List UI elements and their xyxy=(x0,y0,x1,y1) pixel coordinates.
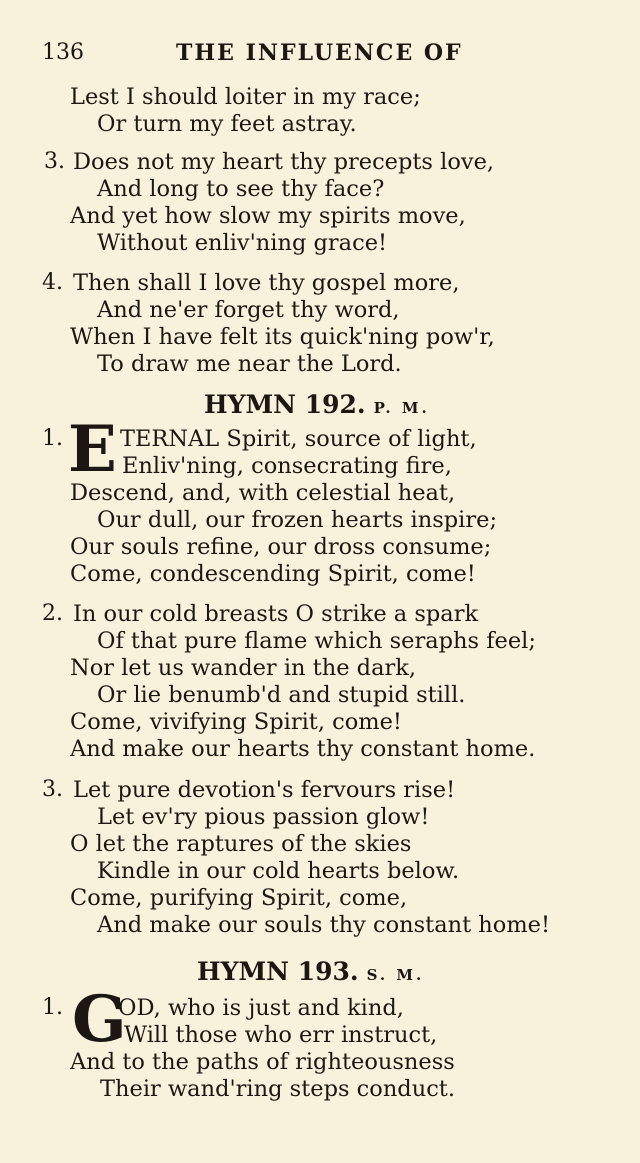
stanza-number: 1. xyxy=(42,995,63,1020)
verse-line: Of that pure flame which seraphs feel; xyxy=(97,628,536,654)
verse-line: Will those who err instruct, xyxy=(124,1022,438,1048)
page-header xyxy=(42,36,482,70)
verse-line: Does not my heart thy precepts love, xyxy=(73,149,495,175)
verse-line: Come, vivifying Spirit, come! xyxy=(70,709,402,735)
verse-line: And long to see thy face? xyxy=(97,176,385,202)
verse-line: Their wand'ring steps conduct. xyxy=(100,1076,456,1102)
verse-line: Our dull, our frozen hearts inspire; xyxy=(97,507,498,533)
verse-line: To draw me near the Lord. xyxy=(97,351,402,377)
verse-line: Or lie benumb'd and stupid still. xyxy=(97,682,466,708)
verse-line: O let the raptures of the skies xyxy=(70,831,412,857)
verse-line: TERNAL Spirit, source of light, xyxy=(120,426,477,452)
running-head: THE INFLUENCE OF xyxy=(176,40,463,66)
stanza-number: 4. xyxy=(42,270,63,295)
hymn-title-text: HYMN 192. xyxy=(204,390,366,419)
hymn-title xyxy=(197,957,424,986)
hymn-meter: S. M. xyxy=(366,966,425,984)
verse-line: Lest I should loiter in my race; xyxy=(70,84,421,110)
hymn-meter: P. M. xyxy=(373,399,430,417)
verse-line: Nor let us wander in the dark, xyxy=(70,655,417,681)
verse-line: And ne'er forget thy word, xyxy=(97,297,400,323)
stanza-number: 1. xyxy=(42,426,63,451)
stanza-number: 2. xyxy=(42,601,63,626)
hymn-title-text: HYMN 193. xyxy=(197,957,359,986)
hymn-title xyxy=(204,390,430,419)
verse-line: Without enliv'ning grace! xyxy=(97,230,388,256)
verse-line: Let pure devotion's fervours rise! xyxy=(73,777,456,803)
verse-line: Let ev'ry pious passion glow! xyxy=(97,804,430,830)
stanza-number: 3. xyxy=(44,149,65,174)
verse-line: Come, condescending Spirit, come! xyxy=(70,561,476,587)
verse-line: Enliv'ning, consecrating fire, xyxy=(122,453,452,479)
drop-cap: E xyxy=(68,412,117,487)
verse-line: And to the paths of righteousness xyxy=(70,1049,455,1075)
verse-line: And yet how slow my spirits move, xyxy=(70,203,466,229)
drop-cap: G xyxy=(72,982,127,1057)
verse-line: Or turn my feet astray. xyxy=(97,111,357,137)
verse-line: Our souls refine, our dross consume; xyxy=(70,534,492,560)
verse-line: And make our hearts thy constant home. xyxy=(70,736,536,762)
verse-line: Descend, and, with celestial heat, xyxy=(70,480,456,506)
verse-line: OD, who is just and kind, xyxy=(118,995,404,1021)
verse-line: In our cold breasts O strike a spark xyxy=(73,601,479,627)
stanza-number: 3. xyxy=(42,777,63,802)
verse-line: And make our souls thy constant home! xyxy=(97,912,551,938)
page-number: 136 xyxy=(42,40,84,65)
verse-line: Then shall I love thy gospel more, xyxy=(73,270,460,296)
verse-line: Come, purifying Spirit, come, xyxy=(70,885,408,911)
verse-line: When I have felt its quick'ning pow'r, xyxy=(70,324,495,350)
verse-line: Kindle in our cold hearts below. xyxy=(97,858,460,884)
